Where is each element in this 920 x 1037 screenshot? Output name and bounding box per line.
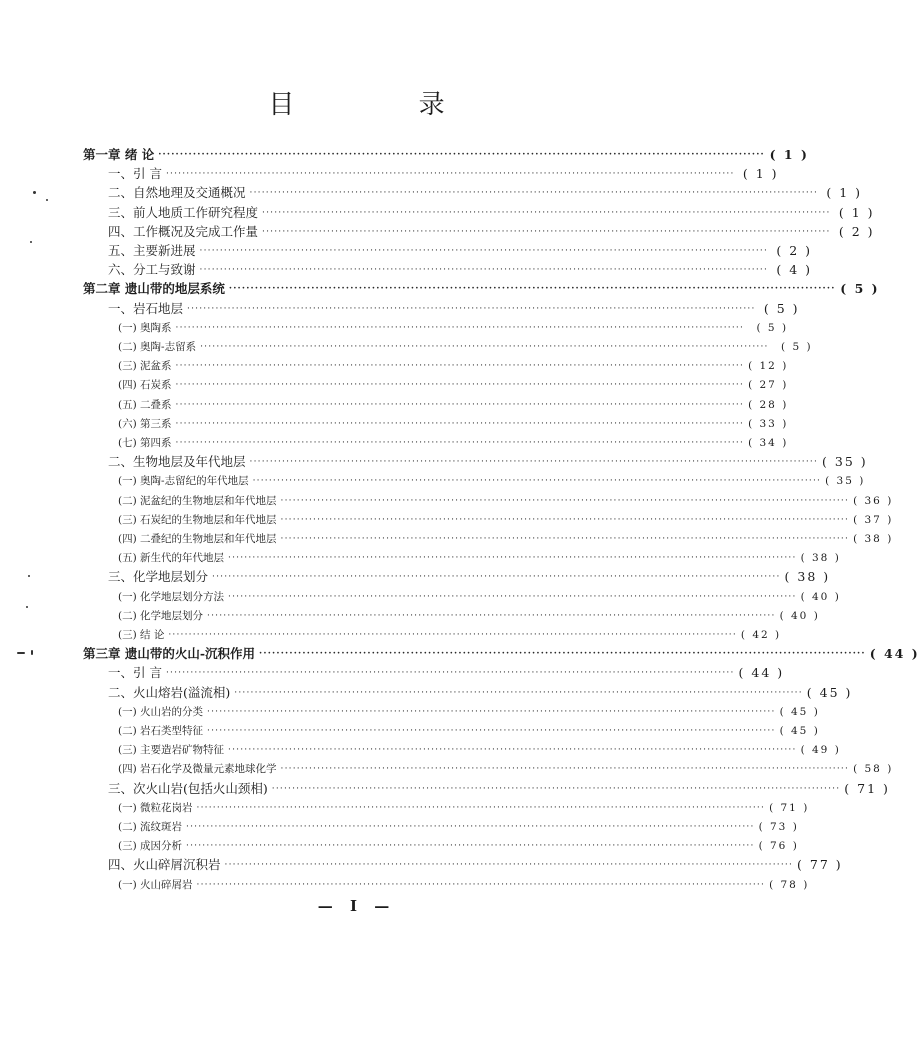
toc-entry-label: 一、岩石地层 bbox=[108, 300, 184, 316]
toc-entry-page: ( 77 ) bbox=[797, 857, 843, 873]
toc-leader-dots: ············································································································································ bbox=[186, 841, 755, 852]
toc-entry-label: (二) 岩石类型特征 bbox=[118, 725, 204, 737]
toc-entry bbox=[118, 797, 810, 815]
toc-entry-page: ( 5 ) bbox=[756, 321, 789, 334]
toc-entry-label: (三) 石炭纪的生物地层和年代地层 bbox=[118, 513, 277, 526]
toc-leader-dots: ············································································································································ bbox=[199, 265, 769, 276]
toc-entry bbox=[118, 355, 789, 373]
toc-entry-label: 四、工作概况及完成工作量 bbox=[108, 223, 259, 239]
scan-speck bbox=[46, 199, 48, 201]
toc-entry bbox=[108, 298, 800, 316]
toc-entry-page: ( 38 ) bbox=[853, 533, 894, 545]
toc-leader-dots: ············································································································································ bbox=[207, 726, 776, 736]
toc-entry-label: (二) 流纹斑岩 bbox=[118, 821, 183, 833]
toc-entry-label: 五、主要新进展 bbox=[108, 243, 196, 258]
scan-speck bbox=[17, 652, 25, 654]
toc-entry-page: ( 44 ) bbox=[738, 665, 785, 681]
toc-leader-dots: ············································································································································ bbox=[234, 687, 803, 698]
toc-entry bbox=[118, 432, 789, 450]
toc-leader-dots: ············································································································································ bbox=[262, 207, 831, 218]
toc-entry bbox=[118, 816, 799, 834]
toc-leader-dots: ············································································································································ bbox=[175, 418, 745, 429]
toc-entry-label: 二、自然地理及交通概况 bbox=[108, 185, 246, 201]
toc-entry-label: (六) 第三系 bbox=[118, 417, 172, 430]
toc-entry-label: 四、火山碎屑沉积岩 bbox=[108, 857, 221, 873]
toc-entry-label: (三) 主要造岩矿物特征 bbox=[118, 744, 225, 757]
toc-leader-dots: ············································································································································ bbox=[196, 879, 766, 890]
toc-entry-label: 六、分工与致谢 bbox=[108, 262, 196, 278]
toc-leader-dots: ············································································································································ bbox=[280, 514, 850, 525]
page-number-footer: — I — bbox=[317, 897, 396, 915]
toc-entry-page: ( 2 ) bbox=[838, 223, 875, 239]
toc-entry-label: 第一章 绪 论 bbox=[83, 147, 155, 162]
toc-entry bbox=[118, 758, 894, 776]
toc-entry-label: 三、化学地层划分 bbox=[108, 569, 209, 585]
toc-entry-label: 三、前人地质工作研究程度 bbox=[108, 204, 259, 220]
toc-entry-page: ( 38 ) bbox=[800, 552, 841, 565]
toc-entry-label: (一) 火山碎屑岩 bbox=[118, 878, 193, 891]
toc-entry-page: ( 58 ) bbox=[853, 763, 894, 776]
toc-entry-page: ( 33 ) bbox=[748, 417, 789, 430]
toc-entry bbox=[108, 221, 875, 239]
toc-leader-dots: ············································································································································ bbox=[196, 802, 766, 813]
toc-leader-dots: ············································································································································ bbox=[175, 361, 745, 372]
toc-leader-dots: ············································································································································ bbox=[249, 457, 819, 468]
toc-entry bbox=[108, 202, 875, 220]
toc-entry-page: ( 45 ) bbox=[779, 705, 820, 718]
toc-entry-page: ( 5 ) bbox=[763, 300, 800, 316]
toc-entry bbox=[118, 874, 810, 892]
toc-leader-dots: ············································································································································ bbox=[259, 649, 866, 660]
toc-entry-page: ( 40 ) bbox=[800, 590, 841, 603]
toc-entry bbox=[118, 720, 820, 738]
toc-leader-dots: ············································································································································ bbox=[228, 553, 797, 564]
toc-entry bbox=[108, 163, 779, 182]
toc-entry bbox=[83, 278, 880, 297]
toc-entry-label: (五) 新生代的年代地层 bbox=[118, 552, 225, 565]
toc-leader-dots: ············································································································································ bbox=[280, 495, 850, 506]
toc-leader-dots: ············································································································································ bbox=[187, 303, 756, 314]
toc-entry-page: ( 44 ) bbox=[869, 646, 920, 662]
toc-entry-label: (五) 二叠系 bbox=[118, 398, 172, 411]
toc-leader-dots: ············································································································································ bbox=[212, 572, 781, 583]
toc-leader-dots: ············································································································································ bbox=[158, 150, 765, 160]
toc-entry-page: ( 36 ) bbox=[853, 494, 894, 507]
toc-entry-label: 第三章 遗山带的火山-沉积作用 bbox=[83, 646, 256, 662]
toc-entry-page: ( 1 ) bbox=[826, 185, 863, 201]
toc-entry-page: ( 1 ) bbox=[769, 147, 809, 162]
scan-speck bbox=[28, 575, 30, 577]
toc-entry-page: ( 5 ) bbox=[781, 341, 813, 353]
toc-entry-label: (七) 第四系 bbox=[118, 437, 172, 449]
toc-entry-label: (四) 二叠纪的生物地层和年代地层 bbox=[118, 533, 277, 545]
toc-leader-dots: ············································································································································ bbox=[175, 322, 745, 333]
toc-entry bbox=[118, 317, 789, 335]
toc-entry-page: ( 35 ) bbox=[825, 475, 866, 488]
toc-entry-page: ( 78 ) bbox=[769, 878, 810, 891]
toc-leader-dots: ············································································································································ bbox=[207, 706, 776, 717]
toc-entry-label: (一) 火山岩的分类 bbox=[118, 705, 204, 718]
toc-entry-page: ( 71 ) bbox=[844, 780, 890, 796]
toc-entry-page: ( 42 ) bbox=[740, 629, 782, 641]
toc-leader-dots: ············································································································································ bbox=[186, 822, 755, 832]
toc-leader-dots: ············································································································································ bbox=[224, 860, 794, 871]
toc-entry-page: ( 1 ) bbox=[742, 166, 779, 182]
toc-entry-label: 二、生物地层及年代地层 bbox=[108, 454, 246, 470]
toc-entry-label: (三) 成因分析 bbox=[118, 840, 183, 853]
toc-entry-label: (一) 奥陶-志留纪的年代地层 bbox=[118, 475, 249, 488]
toc-entry-label: (一) 化学地层划分方法 bbox=[118, 590, 225, 603]
toc-entry-label: (四) 岩石化学及微量元素地球化学 bbox=[118, 763, 277, 776]
toc-entry bbox=[118, 547, 841, 565]
toc-entry-label: (二) 化学地层划分 bbox=[118, 609, 204, 622]
toc-entry bbox=[83, 643, 920, 662]
toc-entry-page: ( 28 ) bbox=[748, 398, 789, 411]
toc-entry-label: (三) 结 论 bbox=[118, 629, 165, 641]
toc-entry-page: ( 73 ) bbox=[758, 821, 799, 833]
toc-entry bbox=[108, 566, 831, 585]
toc-entry bbox=[108, 240, 813, 258]
toc-leader-dots: ············································································································································ bbox=[252, 476, 822, 487]
toc-entry bbox=[108, 662, 785, 681]
toc-entry bbox=[108, 778, 890, 796]
toc-entry-page: ( 12 ) bbox=[748, 360, 789, 373]
toc-leader-dots: ············································································································································ bbox=[228, 591, 797, 602]
toc-entry bbox=[118, 835, 799, 853]
toc-entry bbox=[118, 528, 894, 546]
toc-entry-page: ( 34 ) bbox=[748, 437, 789, 449]
toc-entry-label: (二) 泥盆纪的生物地层和年代地层 bbox=[118, 494, 277, 507]
toc-leader-dots: ············································································································································ bbox=[199, 246, 769, 256]
toc-entry bbox=[83, 144, 809, 162]
toc-entry bbox=[108, 854, 843, 873]
scan-speck bbox=[33, 191, 36, 194]
toc-entry-page: ( 5 ) bbox=[840, 281, 880, 297]
toc-entry-label: (四) 石炭系 bbox=[118, 379, 172, 392]
toc-entry bbox=[108, 259, 813, 278]
toc-entry bbox=[118, 509, 894, 527]
toc-entry bbox=[108, 682, 853, 700]
toc-leader-dots: ············································································································································ bbox=[271, 783, 841, 794]
toc-leader-dots: ············································································································································ bbox=[168, 630, 737, 640]
toc-entry-page: ( 49 ) bbox=[800, 744, 841, 757]
toc-entry bbox=[118, 394, 789, 412]
toc-entry bbox=[118, 490, 894, 508]
toc-entry-label: (一) 微粒花岗岩 bbox=[118, 801, 193, 814]
toc-entry-label: (三) 泥盆系 bbox=[118, 360, 172, 373]
scan-speck bbox=[26, 606, 28, 608]
toc-entry bbox=[118, 470, 866, 488]
toc-entry-page: ( 45 ) bbox=[806, 684, 853, 700]
toc-entry bbox=[118, 701, 820, 719]
toc-leader-dots: ············································································································································ bbox=[207, 610, 776, 621]
toc-entry-page: ( 35 ) bbox=[822, 454, 868, 470]
toc-entry-page: ( 45 ) bbox=[779, 725, 820, 737]
page-title: 目 录 bbox=[268, 90, 503, 120]
toc-entry-label: 三、次火山岩(包括火山颈相) bbox=[108, 780, 268, 796]
toc-entry-label: (二) 奥陶-志留系 bbox=[118, 341, 197, 353]
toc-entry-page: ( 38 ) bbox=[784, 569, 831, 585]
toc-leader-dots: ············································································································································ bbox=[280, 764, 850, 775]
toc-leader-dots: ············································································································································ bbox=[262, 226, 831, 237]
toc-entry-page: ( 37 ) bbox=[853, 513, 894, 526]
toc-leader-dots: ············································································································································ bbox=[175, 438, 745, 448]
toc-entry bbox=[108, 451, 868, 470]
toc-entry bbox=[118, 336, 813, 354]
toc-leader-dots: ············································································································································ bbox=[280, 534, 850, 544]
toc-leader-dots: ············································································································································ bbox=[249, 188, 819, 199]
toc-entry bbox=[118, 586, 841, 604]
toc-leader-dots: ············································································································································ bbox=[165, 668, 735, 679]
toc-entry-label: 第二章 遗山带的地层系统 bbox=[83, 281, 225, 297]
toc-entry-label: 一、引 言 bbox=[108, 166, 162, 182]
toc-entry-page: ( 2 ) bbox=[776, 243, 813, 258]
toc-entry-page: ( 76 ) bbox=[758, 840, 799, 853]
toc-leader-dots: ············································································································································ bbox=[200, 342, 769, 352]
toc-entry bbox=[118, 624, 782, 642]
toc-leader-dots: ············································································································································ bbox=[175, 380, 745, 391]
toc-entry-label: 一、引 言 bbox=[108, 665, 162, 681]
toc-leader-dots: ············································································································································ bbox=[165, 169, 735, 180]
toc-entry-page: ( 1 ) bbox=[838, 204, 875, 220]
toc-entry bbox=[108, 182, 863, 201]
toc-entry-page: ( 4 ) bbox=[776, 262, 813, 278]
toc-entry bbox=[118, 413, 789, 431]
toc-entry-page: ( 27 ) bbox=[748, 379, 789, 392]
toc-leader-dots: ············································································································································ bbox=[228, 745, 797, 756]
toc-leader-dots: ············································································································································ bbox=[228, 284, 836, 295]
toc-entry-page: ( 71 ) bbox=[769, 801, 810, 814]
toc-entry bbox=[118, 739, 841, 757]
toc-entry bbox=[118, 374, 789, 392]
toc-leader-dots: ············································································································································ bbox=[175, 399, 745, 410]
toc-entry-label: (一) 奥陶系 bbox=[118, 321, 172, 334]
toc-entry bbox=[118, 605, 820, 623]
toc-entry-page: ( 40 ) bbox=[779, 609, 820, 622]
scan-speck bbox=[31, 650, 33, 655]
toc-entry-label: 二、火山熔岩(溢流相) bbox=[108, 684, 231, 700]
scan-speck bbox=[30, 241, 32, 243]
